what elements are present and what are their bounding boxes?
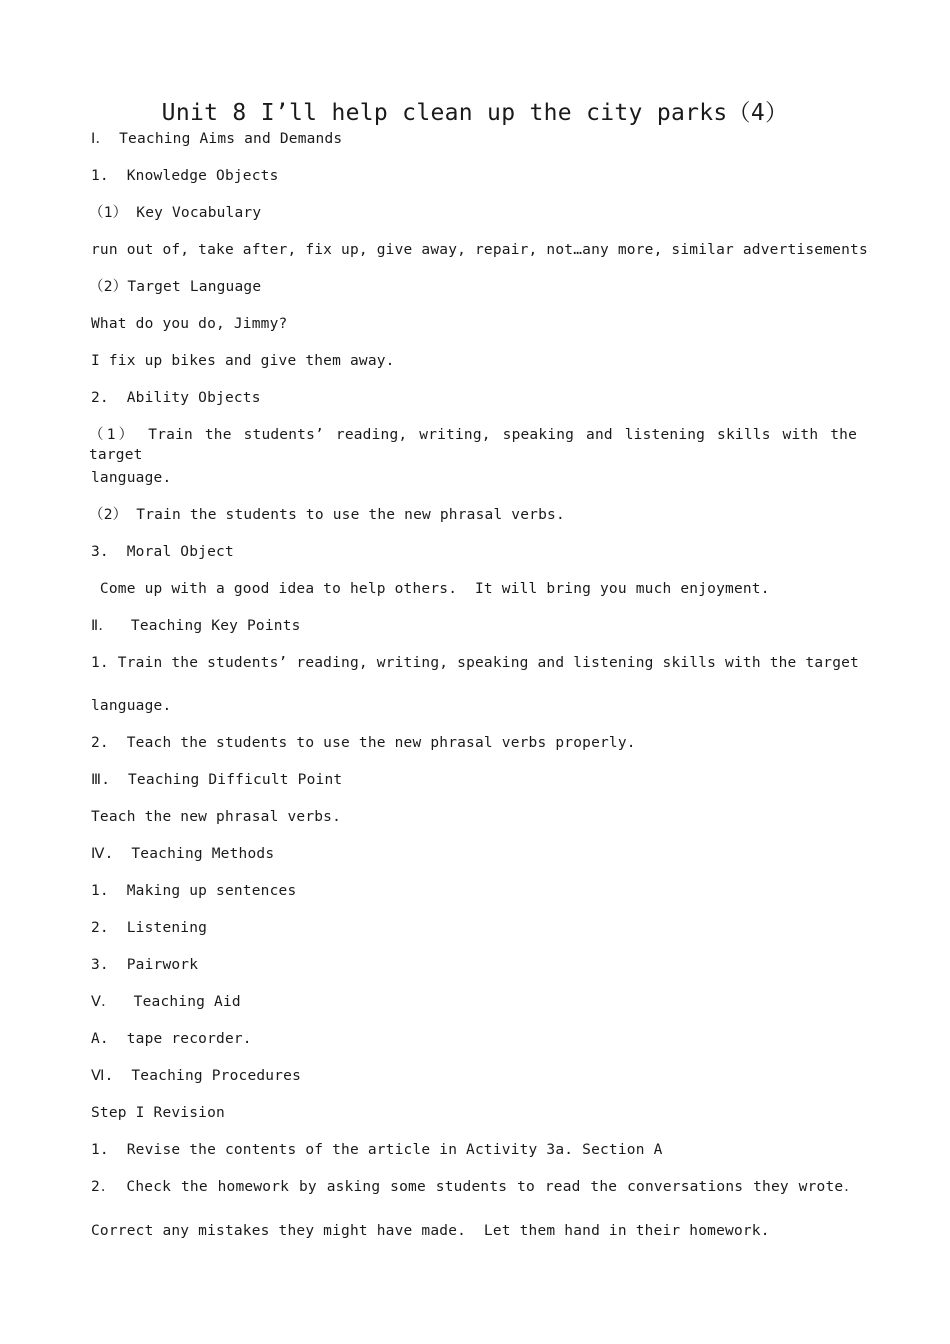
ability-item-1-continued: language. <box>91 470 172 486</box>
moral-object-text: Come up with a good idea to help others. It will bring you much enjoyment. <box>91 581 770 597</box>
step-heading-revision: Step I Revision <box>91 1105 225 1121</box>
section-heading-aid: Ⅴ． Teaching Aid <box>91 994 241 1010</box>
section-heading-aims: Ⅰ． Teaching Aims and Demands <box>91 131 343 147</box>
item-key-vocabulary: （1） Key Vocabulary <box>89 205 262 221</box>
section-heading-key-points: Ⅱ． Teaching Key Points <box>91 618 301 634</box>
ability-item-1: （1） Train the students’ reading, writing, speaking and listening skills with the target <box>89 427 857 463</box>
subheading-moral-object: 3. Moral Object <box>91 544 234 560</box>
example-sentence: I fix up bikes and give them away. <box>91 353 395 369</box>
section-heading-methods: Ⅳ. Teaching Methods <box>91 846 275 862</box>
subheading-knowledge-objects: 1. Knowledge Objects <box>91 168 279 184</box>
section-heading-difficult-point: Ⅲ. Teaching Difficult Point <box>91 772 343 788</box>
revision-item-2-continued: Correct any mistakes they might have made. Let them hand in their homework. <box>91 1223 770 1239</box>
method-item-2: 2. Listening <box>91 920 208 936</box>
method-item-1: 1. Making up sentences <box>91 883 297 899</box>
section-heading-procedures: Ⅵ. Teaching Procedures <box>91 1068 302 1084</box>
difficult-point-text: Teach the new phrasal verbs. <box>91 809 342 825</box>
page-title: Unit 8 I’ll help clean up the city parks（4） <box>161 100 789 126</box>
key-point-1: 1. Train the students’ reading, writing, speaking and listening skills with the target <box>91 655 859 671</box>
vocabulary-list: run out of, take after, fix up, give away, repair, not…any more, similar advertisements <box>91 242 868 258</box>
item-target-language: （2）Target Language <box>89 279 262 295</box>
subheading-ability-objects: 2. Ability Objects <box>91 390 261 406</box>
revision-item-1: 1. Revise the contents of the article in Activity 3a. Section A <box>91 1142 663 1158</box>
key-point-2: 2. Teach the students to use the new phrasal verbs properly. <box>91 735 636 751</box>
revision-item-2: 2． Check the homework by asking some students to read the conversations they wrote． <box>91 1179 859 1195</box>
key-point-1-continued: language. <box>91 698 172 714</box>
ability-item-2: （2） Train the students to use the new phrasal verbs. <box>89 507 565 523</box>
method-item-3: 3. Pairwork <box>91 957 199 973</box>
aid-item: A. tape recorder. <box>91 1031 252 1047</box>
example-sentence: What do you do, Jimmy? <box>91 316 288 332</box>
